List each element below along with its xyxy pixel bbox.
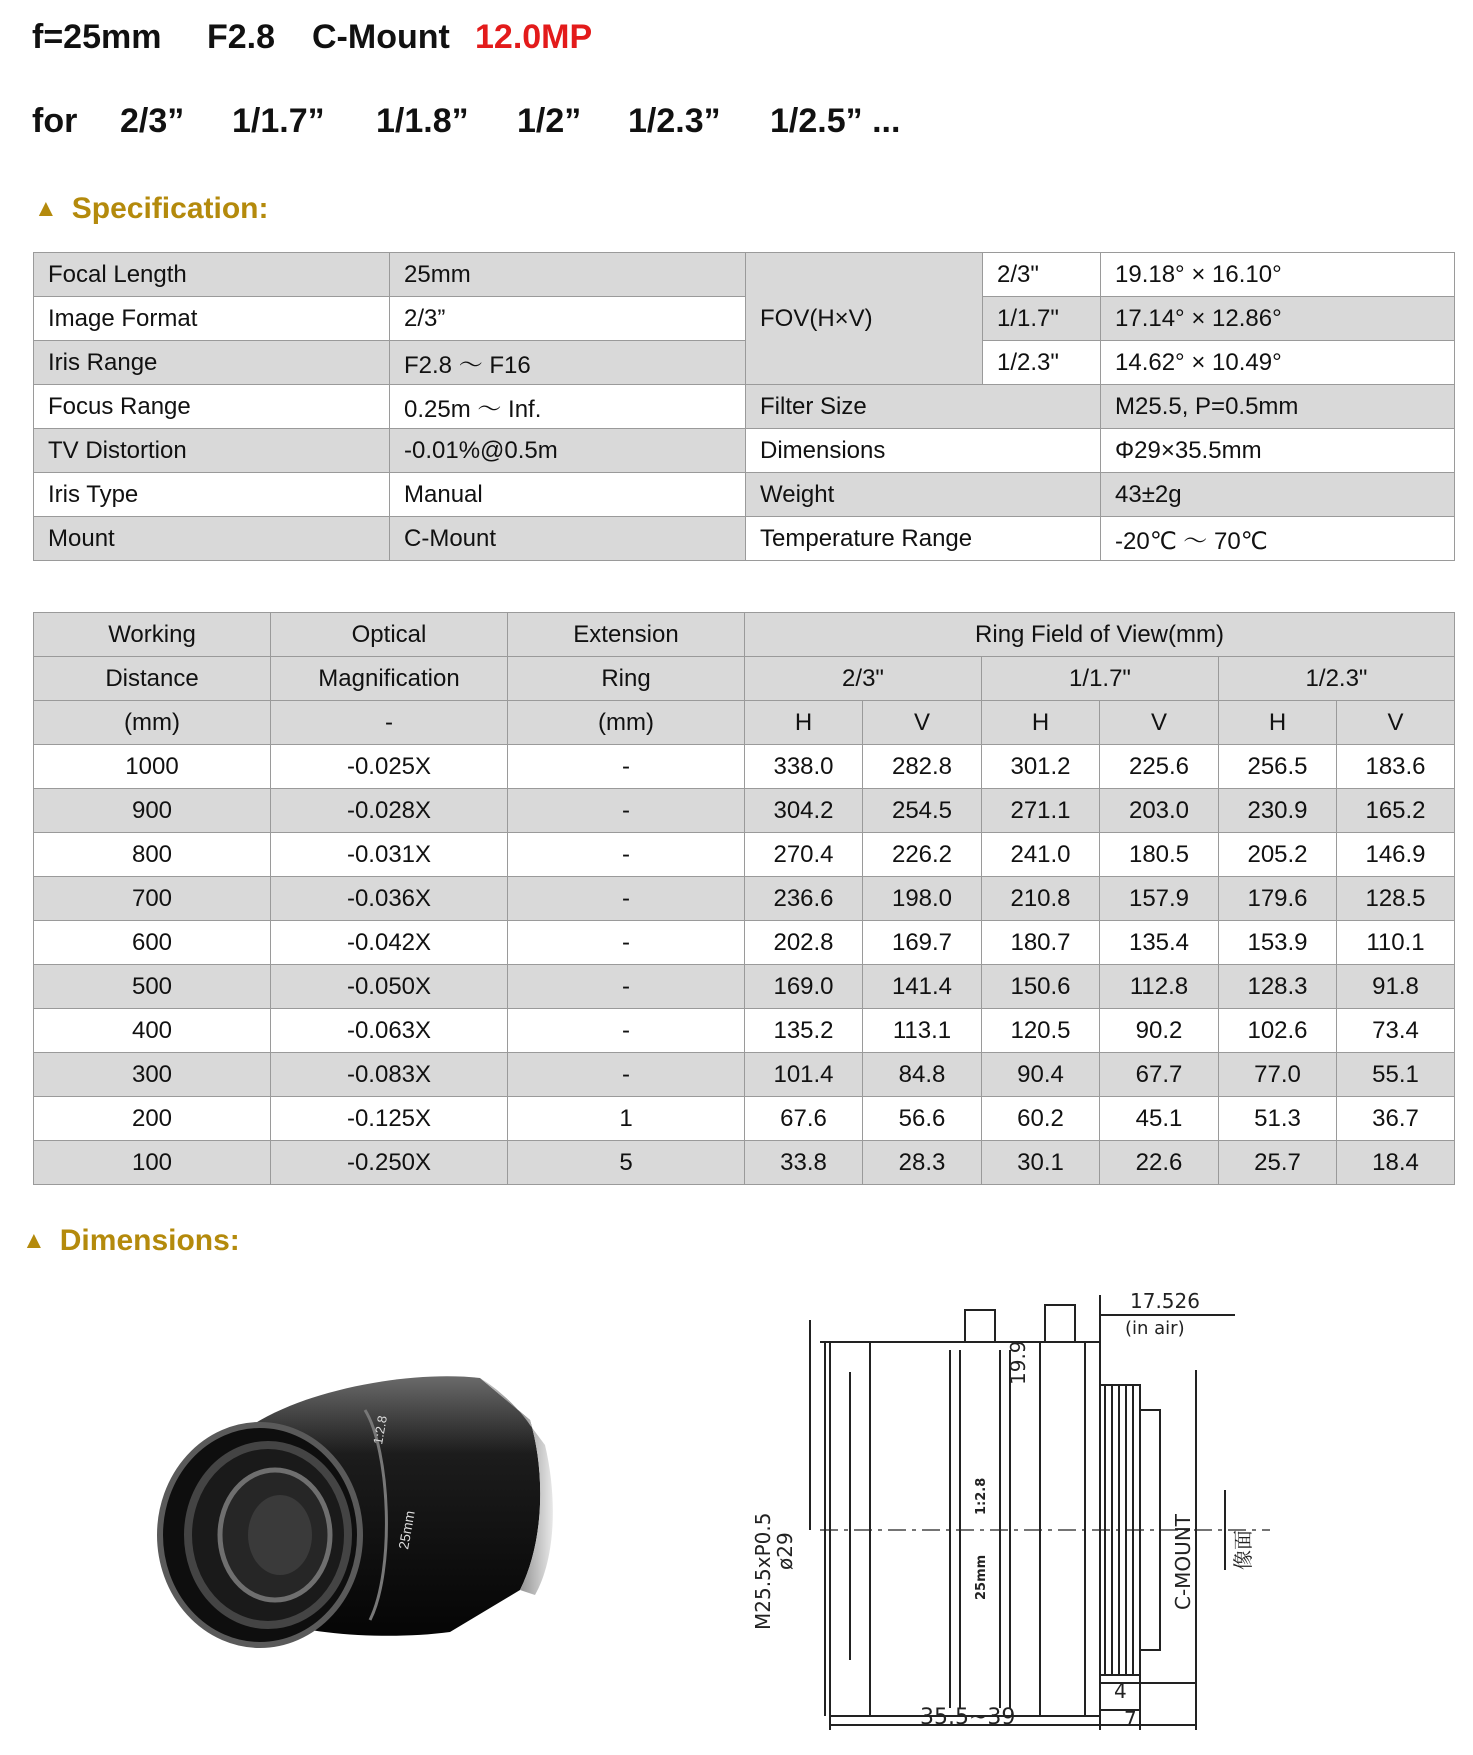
body-label: 25mm xyxy=(974,1554,989,1600)
header-cell: (mm) xyxy=(34,701,271,745)
header-cell: V xyxy=(1337,701,1455,745)
table-cell: 36.7 xyxy=(1337,1097,1455,1141)
table-cell: 141.4 xyxy=(863,965,982,1009)
format-item: 1/2.3” xyxy=(628,102,721,140)
table-cell: 110.1 xyxy=(1337,921,1455,965)
table-cell: 120.5 xyxy=(982,1009,1100,1053)
format-item: 2/3” xyxy=(120,102,185,140)
table-cell: 90.4 xyxy=(982,1053,1100,1097)
spec-label: Image Format xyxy=(34,297,390,341)
focal-length: f=25mm xyxy=(32,18,162,56)
table-cell: - xyxy=(508,965,745,1009)
table-cell: 282.8 xyxy=(863,745,982,789)
table-cell: 400 xyxy=(34,1009,271,1053)
spec-label: Focal Length xyxy=(34,253,390,297)
table-cell: 230.9 xyxy=(1219,789,1337,833)
format-item: 1/2.5” ... xyxy=(770,102,901,140)
table-cell: - xyxy=(508,1009,745,1053)
header-cell: Extension xyxy=(508,613,745,657)
table-cell: 112.8 xyxy=(1100,965,1219,1009)
table-cell: 101.4 xyxy=(745,1053,863,1097)
table-cell: 205.2 xyxy=(1219,833,1337,877)
table-cell: 67.6 xyxy=(745,1097,863,1141)
table-cell: 25.7 xyxy=(1219,1141,1337,1185)
spec-table xyxy=(33,252,1455,561)
dim-dia: ø29 xyxy=(773,1532,797,1570)
table-cell: -0.063X xyxy=(271,1009,508,1053)
fov-format: 1/1.7" xyxy=(983,297,1101,341)
table-row xyxy=(34,1097,1455,1141)
working-distance-table xyxy=(33,612,1455,1185)
table-row xyxy=(34,877,1455,921)
dimensions-heading: ▲ Dimensions: xyxy=(22,1224,240,1257)
table-cell: 226.2 xyxy=(863,833,982,877)
fov-value: 17.14° × 12.86° xyxy=(1101,297,1455,341)
table-cell: 200 xyxy=(34,1097,271,1141)
header-cell: 1/2.3" xyxy=(1219,657,1455,701)
header-cell: 1/1.7" xyxy=(982,657,1219,701)
header-cell: - xyxy=(271,701,508,745)
table-cell: 100 xyxy=(34,1141,271,1185)
table-cell: 22.6 xyxy=(1100,1141,1219,1185)
mount-type: C-Mount xyxy=(312,18,450,56)
table-row xyxy=(34,789,1455,833)
table-cell: 157.9 xyxy=(1100,877,1219,921)
fov-value: 14.62° × 10.49° xyxy=(1101,341,1455,385)
table-cell: 203.0 xyxy=(1100,789,1219,833)
table-cell: 90.2 xyxy=(1100,1009,1219,1053)
triangle-icon: ▲ xyxy=(22,1227,46,1254)
header-cell: Distance xyxy=(34,657,271,701)
header-cell: V xyxy=(863,701,982,745)
dim-19: 19.9 xyxy=(1006,1340,1030,1385)
table-cell: 600 xyxy=(34,921,271,965)
table-cell: - xyxy=(508,877,745,921)
table-cell: -0.025X xyxy=(271,745,508,789)
spec-label: TV Distortion xyxy=(34,429,390,473)
table-cell: 700 xyxy=(34,877,271,921)
table-cell: 165.2 xyxy=(1337,789,1455,833)
table-row xyxy=(34,833,1455,877)
header-cell: Working xyxy=(34,613,271,657)
table-cell: 338.0 xyxy=(745,745,863,789)
table-cell: - xyxy=(508,833,745,877)
table-cell: 67.7 xyxy=(1100,1053,1219,1097)
spec-value: 2/3” xyxy=(390,297,746,341)
table-cell: 60.2 xyxy=(982,1097,1100,1141)
table-cell: 55.1 xyxy=(1337,1053,1455,1097)
lens-photo xyxy=(150,1350,580,1650)
table-cell: 146.9 xyxy=(1337,833,1455,877)
spec-value: -20℃ ～ 70℃ xyxy=(1101,517,1455,561)
table-cell: 135.4 xyxy=(1100,921,1219,965)
table-cell: 128.5 xyxy=(1337,877,1455,921)
table-cell: 301.2 xyxy=(982,745,1100,789)
table-cell: 180.5 xyxy=(1100,833,1219,877)
aperture: F2.8 xyxy=(207,18,276,56)
table-row xyxy=(34,745,1455,789)
table-cell: 256.5 xyxy=(1219,745,1337,789)
header-cell: Ring Field of View(mm) xyxy=(745,613,1455,657)
table-cell: 153.9 xyxy=(1219,921,1337,965)
table-cell: 271.1 xyxy=(982,789,1100,833)
specification-heading: ▲ Specification: xyxy=(34,192,269,225)
spec-value: 0.25m ～ Inf. xyxy=(390,385,746,429)
header-cell: 2/3" xyxy=(745,657,982,701)
table-cell: 56.6 xyxy=(863,1097,982,1141)
header-cell: Ring xyxy=(508,657,745,701)
header-cell: (mm) xyxy=(508,701,745,745)
table-cell: -0.031X xyxy=(271,833,508,877)
image-plane-label: 像面 xyxy=(1231,1530,1255,1570)
dim-top: 17.526 xyxy=(1130,1289,1200,1313)
table-cell: 169.0 xyxy=(745,965,863,1009)
table-cell: 73.4 xyxy=(1337,1009,1455,1053)
table-row xyxy=(34,921,1455,965)
spec-label: Focus Range xyxy=(34,385,390,429)
table-cell: 304.2 xyxy=(745,789,863,833)
header-cell: V xyxy=(1100,701,1219,745)
table-cell: 5 xyxy=(508,1141,745,1185)
table-cell: 500 xyxy=(34,965,271,1009)
table-cell: 180.7 xyxy=(982,921,1100,965)
table-cell: 202.8 xyxy=(745,921,863,965)
table-cell: 113.1 xyxy=(863,1009,982,1053)
spec-value: C-Mount xyxy=(390,517,746,561)
spec-value: Φ29×35.5mm xyxy=(1101,429,1455,473)
photo-label: 1:2.8 xyxy=(370,1414,390,1446)
table-cell: - xyxy=(508,745,745,789)
spec-value: 43±2g xyxy=(1101,473,1455,517)
spec-label: Weight xyxy=(746,473,1101,517)
table-cell: 800 xyxy=(34,833,271,877)
table-cell: -0.125X xyxy=(271,1097,508,1141)
for-label: for xyxy=(32,102,78,140)
header-cell: H xyxy=(982,701,1100,745)
triangle-icon: ▲ xyxy=(34,195,58,222)
table-cell: -0.250X xyxy=(271,1141,508,1185)
dim-length: 35.5~39 xyxy=(920,1705,1016,1730)
spec-value: M25.5, P=0.5mm xyxy=(1101,385,1455,429)
dimension-drawing xyxy=(751,1289,1430,1731)
table-cell: 18.4 xyxy=(1337,1141,1455,1185)
table-cell: -0.042X xyxy=(271,921,508,965)
table-cell: 183.6 xyxy=(1337,745,1455,789)
table-cell: 91.8 xyxy=(1337,965,1455,1009)
table-cell: 128.3 xyxy=(1219,965,1337,1009)
table-row xyxy=(34,1053,1455,1097)
table-row xyxy=(34,1141,1455,1185)
fov-label: FOV(H×V) xyxy=(746,253,983,385)
table-cell: 102.6 xyxy=(1219,1009,1337,1053)
table-body xyxy=(34,745,1455,1185)
format-item: 1/2” xyxy=(517,102,582,140)
table-cell: 28.3 xyxy=(863,1141,982,1185)
table-cell: 51.3 xyxy=(1219,1097,1337,1141)
table-cell: 900 xyxy=(34,789,271,833)
table-cell: -0.036X xyxy=(271,877,508,921)
table-cell: 179.6 xyxy=(1219,877,1337,921)
mount-label: C-MOUNT xyxy=(1171,1514,1195,1610)
table-cell: 300 xyxy=(34,1053,271,1097)
spec-value: -0.01%@0.5m xyxy=(390,429,746,473)
table-cell: 135.2 xyxy=(745,1009,863,1053)
table-cell: 45.1 xyxy=(1100,1097,1219,1141)
table-cell: 84.8 xyxy=(863,1053,982,1097)
spec-value: Manual xyxy=(390,473,746,517)
table-cell: -0.083X xyxy=(271,1053,508,1097)
table-cell: 77.0 xyxy=(1219,1053,1337,1097)
fov-value: 19.18° × 16.10° xyxy=(1101,253,1455,297)
spec-label: Iris Range xyxy=(34,341,390,385)
table-cell: 30.1 xyxy=(982,1141,1100,1185)
table-cell: 150.6 xyxy=(982,965,1100,1009)
spec-label: Iris Type xyxy=(34,473,390,517)
resolution: 12.0MP xyxy=(475,18,593,56)
header-cell: H xyxy=(1219,701,1337,745)
spec-label: Temperature Range xyxy=(746,517,1101,561)
header-cell: Optical xyxy=(271,613,508,657)
table-cell: - xyxy=(508,1053,745,1097)
dim-7: 7 xyxy=(1124,1707,1137,1731)
spec-label: Mount xyxy=(34,517,390,561)
header-cell: H xyxy=(745,701,863,745)
table-cell: 210.8 xyxy=(982,877,1100,921)
table-row xyxy=(34,1009,1455,1053)
spec-label: Dimensions xyxy=(746,429,1101,473)
table-cell: 225.6 xyxy=(1100,745,1219,789)
table-cell: - xyxy=(508,789,745,833)
dim-thread: M25.5xP0.5 xyxy=(751,1512,775,1630)
spec-value: 25mm xyxy=(390,253,746,297)
body-label: 1:2.8 xyxy=(974,1477,989,1515)
dim-4: 4 xyxy=(1114,1679,1127,1703)
table-cell: 236.6 xyxy=(745,877,863,921)
photo-label: 25mm xyxy=(395,1509,418,1551)
dim-top-sub: (in air) xyxy=(1125,1318,1185,1339)
spec-value: F2.8 ～ F16 xyxy=(390,341,746,385)
table-cell: 198.0 xyxy=(863,877,982,921)
table-cell: 1000 xyxy=(34,745,271,789)
format-item: 1/1.8” xyxy=(376,102,469,140)
header-cell: Magnification xyxy=(271,657,508,701)
table-cell: -0.050X xyxy=(271,965,508,1009)
table-cell: 270.4 xyxy=(745,833,863,877)
format-item: 1/1.7” xyxy=(232,102,325,140)
table-cell: -0.028X xyxy=(271,789,508,833)
fov-format: 1/2.3" xyxy=(983,341,1101,385)
table-cell: 169.7 xyxy=(863,921,982,965)
table-cell: 241.0 xyxy=(982,833,1100,877)
table-cell: 33.8 xyxy=(745,1141,863,1185)
table-cell: - xyxy=(508,921,745,965)
table-cell: 1 xyxy=(508,1097,745,1141)
table-cell: 254.5 xyxy=(863,789,982,833)
spec-label: Filter Size xyxy=(746,385,1101,429)
fov-format: 2/3" xyxy=(983,253,1101,297)
table-row xyxy=(34,965,1455,1009)
